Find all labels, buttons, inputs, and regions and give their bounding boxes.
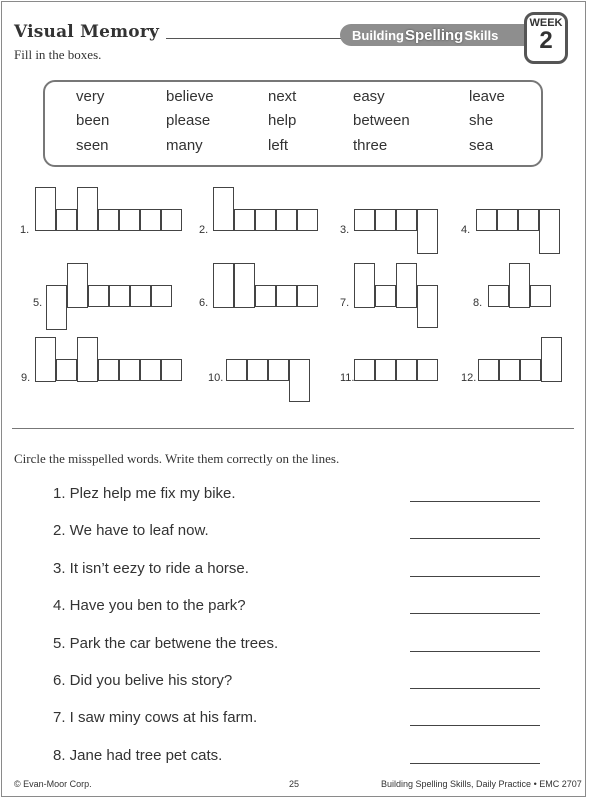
letter-box[interactable] bbox=[476, 209, 497, 231]
letter-box[interactable] bbox=[77, 337, 98, 382]
letter-box[interactable] bbox=[497, 209, 518, 231]
word-bank-word: she bbox=[469, 112, 494, 129]
puzzle-number: 4. bbox=[461, 224, 471, 236]
sentence-item: 7. I saw miny cows at his farm. bbox=[53, 709, 258, 727]
week-label: WEEK bbox=[529, 17, 563, 29]
letter-box[interactable] bbox=[375, 359, 396, 381]
footer-copyright: © Evan-Moor Corp. bbox=[14, 779, 92, 789]
puzzle-number: 9. bbox=[21, 372, 31, 384]
puzzle-number: 10. bbox=[208, 372, 224, 384]
letter-box[interactable] bbox=[88, 285, 109, 307]
letter-box[interactable] bbox=[396, 359, 417, 381]
letter-box[interactable] bbox=[276, 285, 297, 307]
puzzle-number: 8. bbox=[473, 297, 483, 309]
word-bank-word: help bbox=[268, 112, 297, 129]
letter-box[interactable] bbox=[234, 209, 255, 231]
letter-box[interactable] bbox=[417, 359, 438, 381]
sentence-item: 3. It isn’t eezy to ride a horse. bbox=[53, 559, 249, 577]
letter-box[interactable] bbox=[213, 263, 234, 308]
week-number: 2 bbox=[539, 27, 553, 54]
letter-box[interactable] bbox=[396, 263, 417, 308]
letter-box[interactable] bbox=[478, 359, 499, 381]
letter-box[interactable] bbox=[35, 187, 56, 231]
letter-box[interactable] bbox=[130, 285, 151, 307]
fill-instruction: Fill in the boxes. bbox=[14, 47, 102, 62]
puzzle-number: 1. bbox=[20, 224, 30, 236]
letter-box[interactable] bbox=[276, 209, 297, 231]
word-bank-word: sea bbox=[469, 137, 494, 154]
letter-box[interactable] bbox=[56, 359, 77, 381]
letter-box[interactable] bbox=[375, 209, 396, 231]
puzzle-number: 11. bbox=[340, 372, 355, 384]
banner-skills: Skills bbox=[464, 27, 499, 43]
letter-box[interactable] bbox=[417, 209, 438, 254]
answer-line[interactable] bbox=[410, 725, 540, 726]
word-bank-word: between bbox=[353, 112, 410, 129]
letter-box[interactable] bbox=[289, 359, 310, 402]
puzzle-number: 5. bbox=[33, 297, 43, 309]
letter-box[interactable] bbox=[98, 359, 119, 381]
series-banner bbox=[340, 24, 530, 46]
word-bank-word: seen bbox=[76, 137, 109, 154]
footer-page-number: 25 bbox=[289, 779, 300, 789]
answer-line[interactable] bbox=[410, 576, 540, 577]
letter-box[interactable] bbox=[354, 209, 375, 231]
letter-box[interactable] bbox=[35, 337, 56, 382]
word-bank-word: been bbox=[76, 112, 110, 129]
sentence-item: 4. Have you ben to the park? bbox=[53, 597, 246, 615]
answer-line[interactable] bbox=[410, 651, 540, 652]
letter-box[interactable] bbox=[354, 263, 375, 308]
letter-box[interactable] bbox=[109, 285, 130, 307]
letter-box[interactable] bbox=[161, 209, 182, 231]
letter-box[interactable] bbox=[417, 285, 438, 328]
answer-line[interactable] bbox=[410, 763, 540, 764]
letter-box[interactable] bbox=[77, 187, 98, 231]
letter-box[interactable] bbox=[247, 359, 268, 381]
word-bank-word: next bbox=[268, 88, 297, 105]
letter-box[interactable] bbox=[518, 209, 539, 231]
letter-box[interactable] bbox=[396, 209, 417, 231]
letter-box[interactable] bbox=[161, 359, 182, 381]
letter-box[interactable] bbox=[375, 285, 396, 307]
puzzle-number: 6. bbox=[199, 297, 209, 309]
letter-box[interactable] bbox=[354, 359, 375, 381]
letter-box[interactable] bbox=[56, 209, 77, 231]
word-bank-word: three bbox=[353, 137, 388, 154]
word-bank-word: believe bbox=[166, 88, 214, 105]
puzzle-number: 2. bbox=[199, 224, 209, 236]
letter-box[interactable] bbox=[140, 209, 161, 231]
puzzle-number: 3. bbox=[340, 224, 350, 236]
letter-box[interactable] bbox=[268, 359, 289, 381]
week-badge bbox=[524, 12, 568, 64]
letter-box[interactable] bbox=[297, 285, 318, 307]
letter-box[interactable] bbox=[488, 285, 509, 307]
footer-book-title: Building Spelling Skills, Daily Practice • EMC 2707 bbox=[381, 779, 582, 789]
letter-box[interactable] bbox=[151, 285, 172, 307]
letter-box[interactable] bbox=[98, 209, 119, 231]
banner-spelling: Spelling bbox=[405, 26, 464, 44]
sentence-item: 6. Did you belive his story? bbox=[53, 672, 233, 689]
letter-box[interactable] bbox=[520, 359, 541, 381]
banner-building: Building bbox=[352, 27, 404, 43]
answer-line[interactable] bbox=[410, 501, 540, 502]
letter-box[interactable] bbox=[234, 263, 255, 308]
letter-box[interactable] bbox=[255, 285, 276, 307]
letter-box[interactable] bbox=[46, 285, 67, 330]
title-rule bbox=[166, 38, 356, 39]
sentence-item: 5. Park the car betwene the trees. bbox=[53, 634, 279, 652]
sentence-item: 1. Plez help me fix my bike. bbox=[53, 485, 236, 502]
letter-box[interactable] bbox=[541, 337, 562, 382]
letter-box[interactable] bbox=[140, 359, 161, 381]
word-bank-word: easy bbox=[353, 88, 385, 105]
letter-box[interactable] bbox=[226, 359, 247, 381]
page-title: Visual Memory bbox=[14, 22, 160, 42]
word-bank-word: please bbox=[166, 112, 211, 129]
answer-line[interactable] bbox=[410, 688, 540, 689]
word-bank-word: left bbox=[268, 137, 289, 154]
letter-box[interactable] bbox=[67, 263, 88, 308]
word-bank-word: many bbox=[166, 137, 203, 154]
letter-box[interactable] bbox=[539, 209, 560, 254]
puzzle-number: 7. bbox=[340, 297, 350, 309]
letter-box[interactable] bbox=[509, 263, 530, 308]
puzzle-number: 12. bbox=[461, 372, 477, 384]
letter-box[interactable] bbox=[499, 359, 520, 381]
circle-instruction: Circle the misspelled words. Write them correctly on the lines. bbox=[14, 451, 340, 466]
letter-box[interactable] bbox=[297, 209, 318, 231]
sentence-item: 2. We have to leaf now. bbox=[53, 522, 209, 540]
sentence-item: 8. Jane had tree pet cats. bbox=[53, 746, 223, 764]
letter-box[interactable] bbox=[213, 187, 234, 231]
answer-line[interactable] bbox=[410, 613, 540, 614]
letter-box[interactable] bbox=[530, 285, 551, 307]
word-bank-word: very bbox=[76, 88, 105, 105]
letter-box[interactable] bbox=[119, 209, 140, 231]
letter-box[interactable] bbox=[119, 359, 140, 381]
letter-box[interactable] bbox=[255, 209, 276, 231]
answer-line[interactable] bbox=[410, 538, 540, 539]
word-bank-word: leave bbox=[469, 88, 505, 105]
section-divider bbox=[12, 428, 574, 429]
